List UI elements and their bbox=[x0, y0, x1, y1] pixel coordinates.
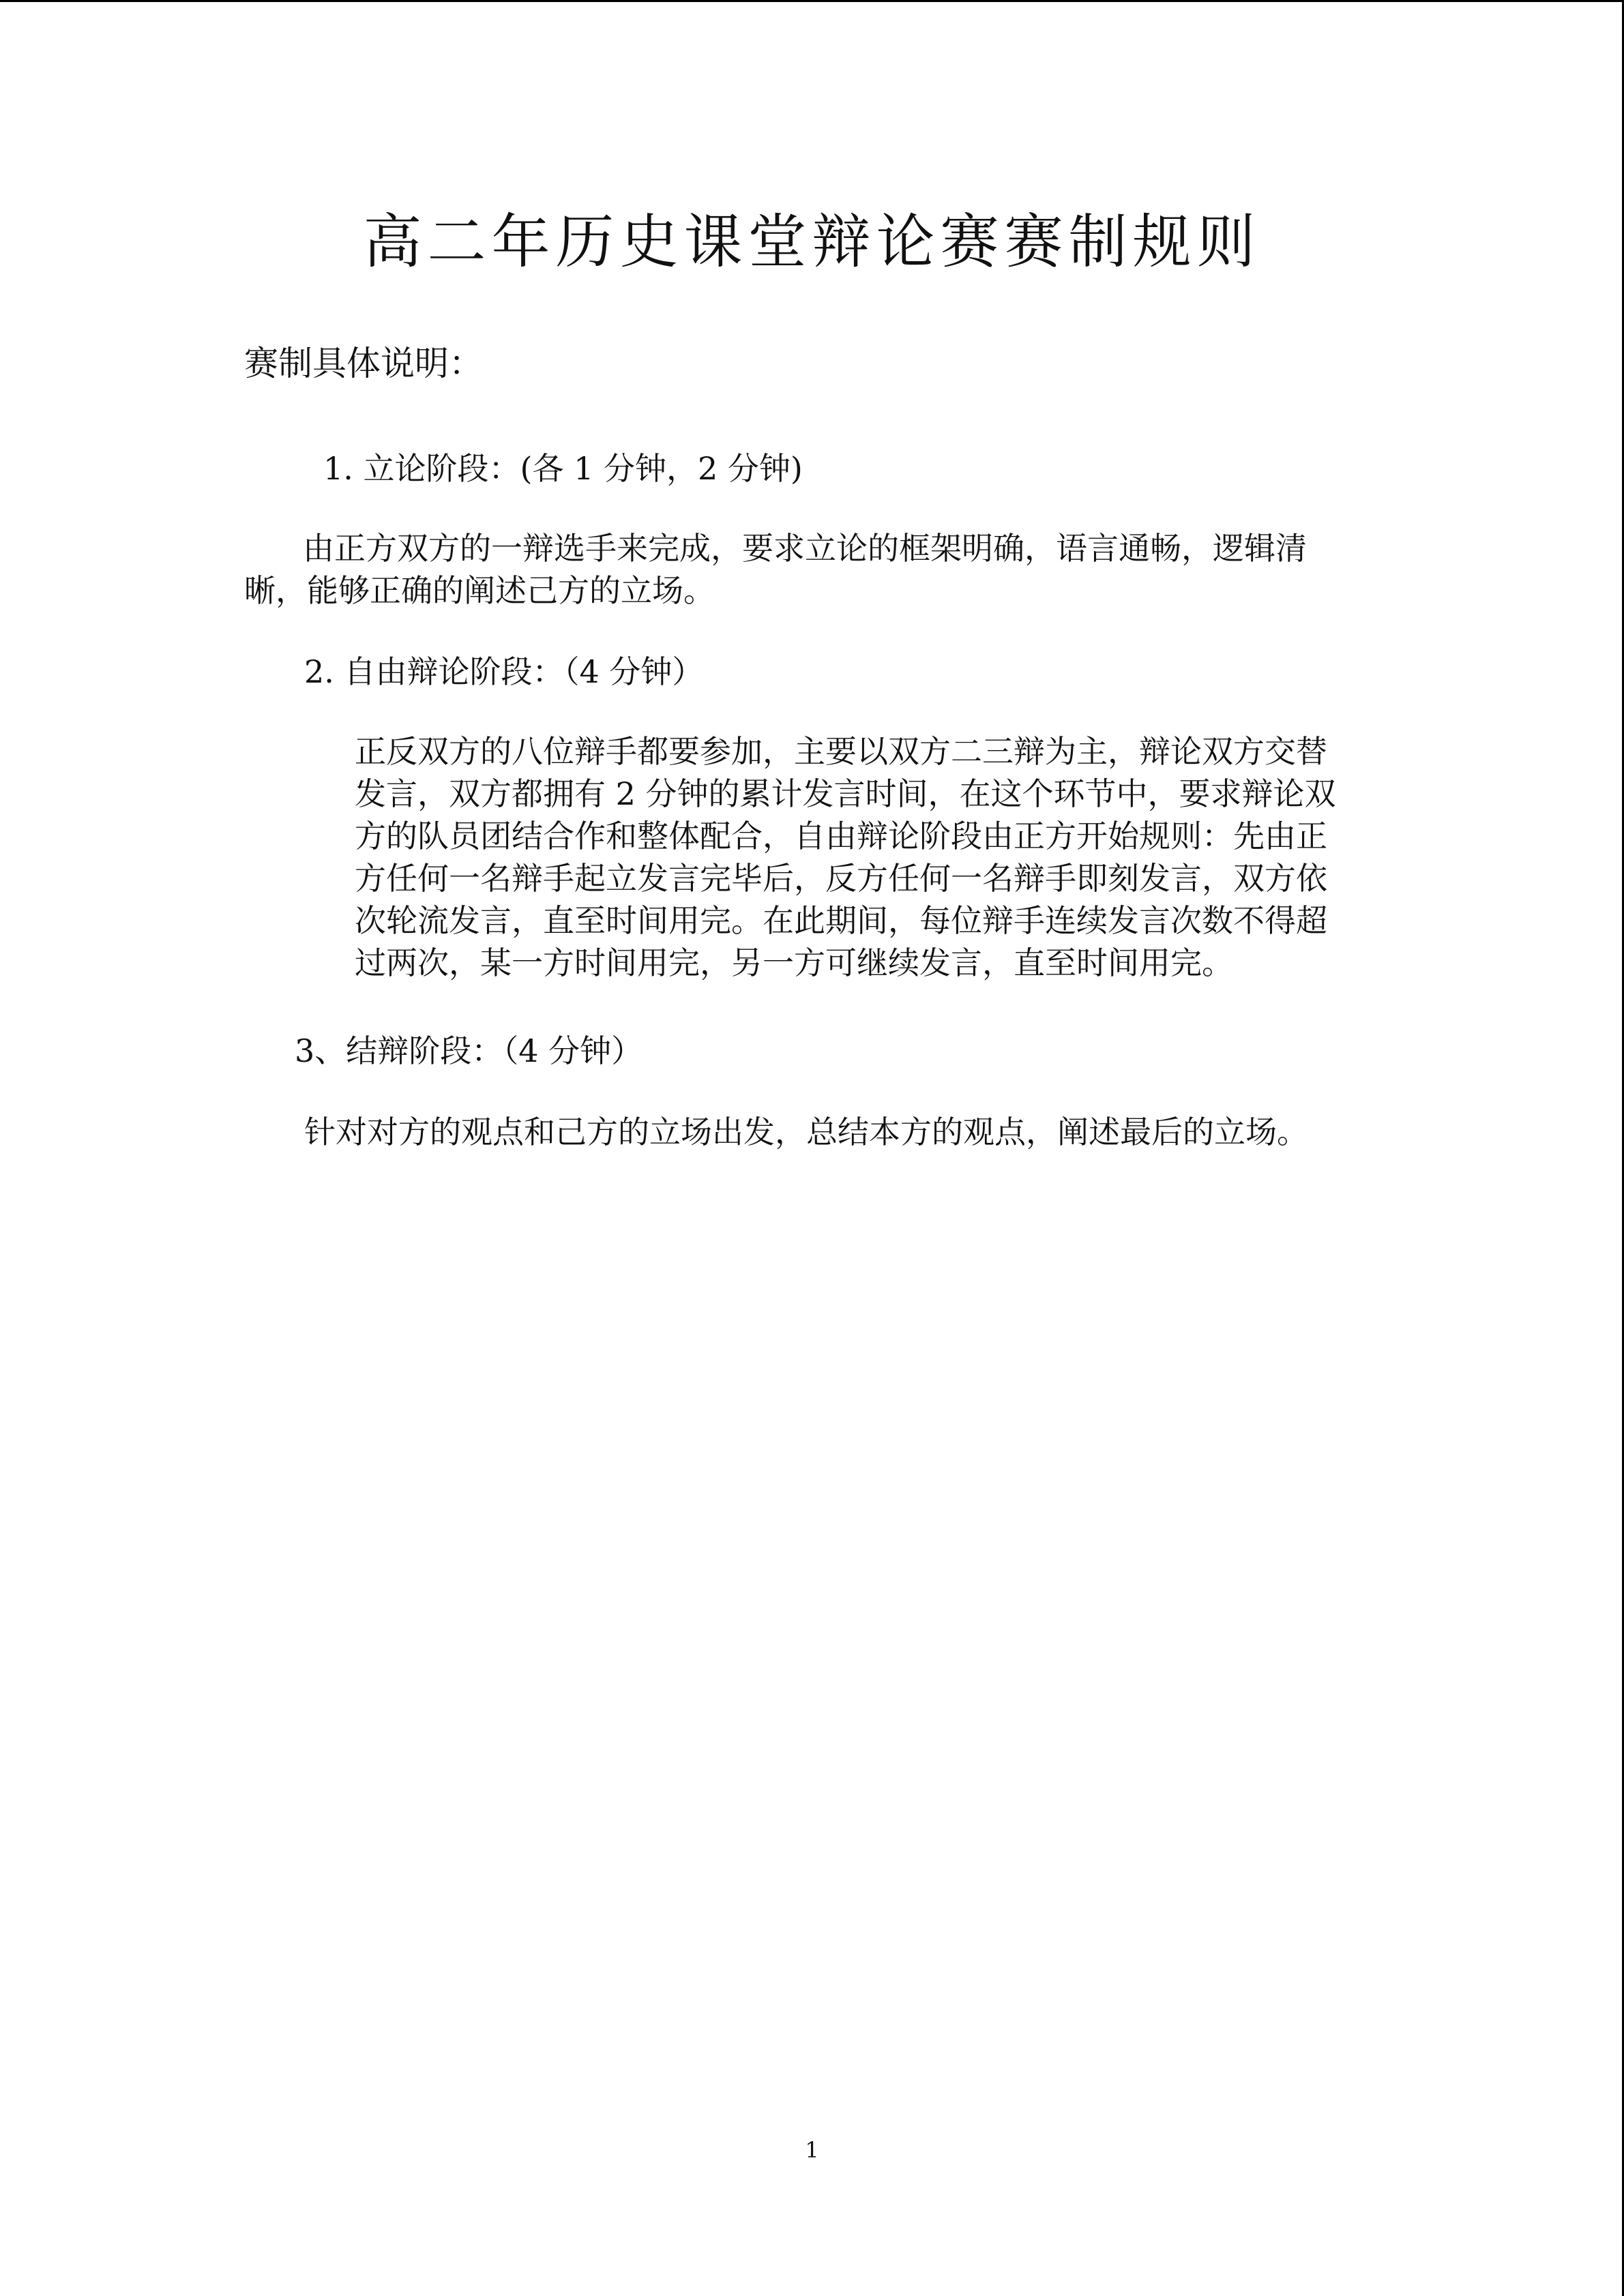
section-2-paragraph bbox=[355, 730, 1336, 984]
section-1-paragraph bbox=[244, 527, 1307, 612]
section-3-paragraph bbox=[304, 1111, 1308, 1153]
paragraph-line: 由正方双方的一辩选手来完成，要求立论的框架明确，语言通畅，逻辑清 bbox=[303, 530, 1307, 567]
document-title: 高二年历史课堂辩论赛赛制规则 bbox=[363, 208, 1261, 276]
paragraph-line: 方任何一名辩手起立发言完毕后，反方任何一名辩手即刻发言，双方依 bbox=[355, 860, 1327, 897]
paragraph-line: 正反双方的八位辩手都要参加，主要以双方二三辩为主，辩论双方交替 bbox=[355, 733, 1327, 770]
paragraph-line: 发言，双方都拥有 2 分钟的累计发言时间，在这个环节中，要求辩论双 bbox=[355, 775, 1336, 812]
document-subtitle: 赛制具体说明： bbox=[244, 344, 483, 383]
paragraph-line: 晰，能够正确的阐述己方的立场。 bbox=[244, 572, 715, 609]
page-number: 1 bbox=[805, 2137, 819, 2163]
paragraph-line: 过两次，某一方时间用完，另一方可继续发言，直至时间用完。 bbox=[355, 944, 1233, 981]
section-2-heading: 2. 自由辩论阶段：（4 分钟） bbox=[304, 653, 704, 690]
paragraph-line: 次轮流发言，直至时间用完。在此期间，每位辩手连续发言次数不得超 bbox=[355, 902, 1327, 939]
paragraph-line: 针对对方的观点和己方的立场出发，总结本方的观点，阐述最后的立场。 bbox=[304, 1114, 1308, 1150]
section-1-heading: 1. 立论阶段：(各 1 分钟，2 分钟) bbox=[323, 450, 803, 487]
section-3-heading: 3、结辩阶段：（4 分钟） bbox=[295, 1032, 643, 1069]
paragraph-line: 方的队员团结合作和整体配合，自由辩论阶段由正方开始规则：先由正 bbox=[355, 818, 1327, 854]
